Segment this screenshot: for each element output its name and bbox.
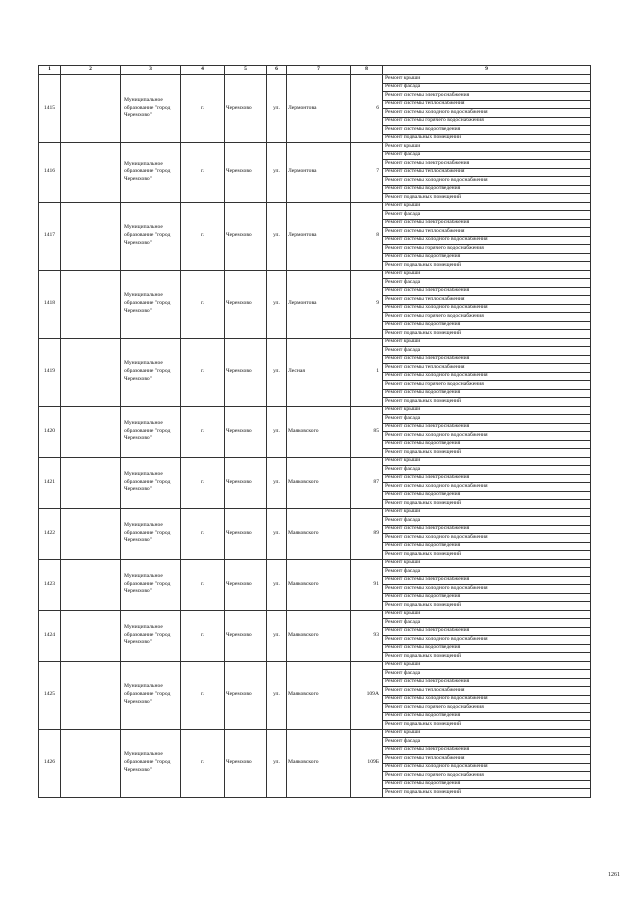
header-row: [39, 66, 591, 75]
work-type-cell: Ремонт системы водоотведения: [383, 593, 591, 602]
city-cell: Черемхово: [225, 661, 267, 729]
house-number-cell: 1: [351, 338, 383, 406]
table-row: [39, 457, 591, 466]
work-type-cell: Ремонт системы электроснабжения: [383, 219, 591, 228]
city-type-cell: г.: [181, 406, 225, 457]
municipality-cell: Муниципальное образование "город Черемхово": [121, 75, 181, 143]
street-cell: Маяковского: [287, 406, 351, 457]
blank-cell: [61, 661, 121, 729]
house-number-cell: 9: [351, 270, 383, 338]
row-number: 1420: [39, 406, 61, 457]
blank-cell: [61, 559, 121, 610]
work-type-cell: Ремонт системы водоотведения: [383, 644, 591, 653]
work-type-cell: Ремонт системы холодного водоснабжения: [383, 585, 591, 594]
work-type-cell: Ремонт крыши: [383, 270, 591, 279]
work-type-cell: Ремонт системы горячего водоснабжения: [383, 245, 591, 254]
house-number-cell: 109А: [351, 661, 383, 729]
column-header: 5: [225, 66, 267, 75]
work-type-cell: Ремонт подвальных помещений: [383, 449, 591, 458]
city-cell: Черемхово: [225, 457, 267, 508]
work-type-cell: Ремонт крыши: [383, 661, 591, 670]
city-type-cell: г.: [181, 610, 225, 661]
municipality-cell: Муниципальное образование "город Черемхово": [121, 406, 181, 457]
work-type-cell: Ремонт крыши: [383, 559, 591, 568]
work-type-cell: Ремонт системы водоотведения: [383, 542, 591, 551]
work-type-cell: Ремонт фасада: [383, 619, 591, 628]
row-number: 1416: [39, 143, 61, 203]
street-cell: Маяковского: [287, 559, 351, 610]
work-type-cell: Ремонт подвальных помещений: [383, 721, 591, 730]
table-row: [39, 143, 591, 152]
work-type-cell: Ремонт системы горячего водоснабжения: [383, 117, 591, 126]
work-type-cell: Ремонт системы водоотведения: [383, 185, 591, 194]
table-row: [39, 661, 591, 670]
work-type-cell: Ремонт системы теплоснабжения: [383, 687, 591, 696]
work-type-cell: Ремонт системы холодного водоснабжения: [383, 236, 591, 245]
street-cell: Лермонтова: [287, 270, 351, 338]
city-cell: Черемхово: [225, 270, 267, 338]
work-type-cell: Ремонт крыши: [383, 338, 591, 347]
row-number: 1419: [39, 338, 61, 406]
city-type-cell: г.: [181, 75, 225, 143]
work-type-cell: Ремонт фасада: [383, 279, 591, 288]
work-type-cell: Ремонт системы холодного водоснабжения: [383, 636, 591, 645]
city-cell: Черемхово: [225, 610, 267, 661]
house-number-cell: 85: [351, 406, 383, 457]
work-type-cell: Ремонт системы электроснабжения: [383, 678, 591, 687]
work-type-cell: Ремонт системы горячего водоснабжения: [383, 313, 591, 322]
municipality-cell: Муниципальное образование "город Черемхово": [121, 610, 181, 661]
city-cell: Черемхово: [225, 143, 267, 203]
work-type-cell: Ремонт подвальных помещений: [383, 134, 591, 143]
work-type-cell: Ремонт системы водоотведения: [383, 126, 591, 135]
house-number-cell: 91: [351, 559, 383, 610]
blank-cell: [61, 406, 121, 457]
city-type-cell: г.: [181, 508, 225, 559]
row-number: 1417: [39, 202, 61, 270]
work-type-cell: Ремонт системы горячего водоснабжения: [383, 772, 591, 781]
work-type-cell: Ремонт подвальных помещений: [383, 551, 591, 560]
repair-table: [38, 65, 591, 798]
column-header: 8: [351, 66, 383, 75]
table-row: [39, 406, 591, 415]
work-type-cell: Ремонт системы электроснабжения: [383, 160, 591, 169]
work-type-cell: Ремонт подвальных помещений: [383, 398, 591, 407]
work-type-cell: Ремонт системы холодного водоснабжения: [383, 695, 591, 704]
street-cell: Лесная: [287, 338, 351, 406]
work-type-cell: Ремонт системы холодного водоснабжения: [383, 432, 591, 441]
municipality-cell: Муниципальное образование "город Черемхово": [121, 338, 181, 406]
work-type-cell: Ремонт системы холодного водоснабжения: [383, 763, 591, 772]
work-type-cell: Ремонт крыши: [383, 610, 591, 619]
street-type-cell: ул.: [267, 508, 287, 559]
work-type-cell: Ремонт системы теплоснабжения: [383, 168, 591, 177]
work-type-cell: Ремонт системы горячего водоснабжения: [383, 704, 591, 713]
street-type-cell: ул.: [267, 143, 287, 203]
house-number-cell: 93: [351, 610, 383, 661]
street-type-cell: ул.: [267, 75, 287, 143]
table-row: [39, 270, 591, 279]
city-cell: Черемхово: [225, 729, 267, 797]
work-type-cell: Ремонт системы холодного водоснабжения: [383, 372, 591, 381]
work-type-cell: Ремонт фасада: [383, 347, 591, 356]
table-body: [39, 75, 591, 798]
work-type-cell: Ремонт крыши: [383, 729, 591, 738]
work-type-cell: Ремонт системы электроснабжения: [383, 576, 591, 585]
blank-cell: [61, 508, 121, 559]
street-type-cell: ул.: [267, 406, 287, 457]
work-type-cell: Ремонт системы водоотведения: [383, 780, 591, 789]
work-type-cell: Ремонт системы холодного водоснабжения: [383, 534, 591, 543]
street-type-cell: ул.: [267, 338, 287, 406]
table-row: [39, 338, 591, 347]
street-cell: Лермонтова: [287, 202, 351, 270]
work-type-cell: Ремонт крыши: [383, 202, 591, 211]
street-cell: Маяковского: [287, 661, 351, 729]
table-row: [39, 729, 591, 738]
city-type-cell: г.: [181, 270, 225, 338]
city-cell: Черемхово: [225, 338, 267, 406]
row-number: 1423: [39, 559, 61, 610]
work-type-cell: Ремонт системы электроснабжения: [383, 474, 591, 483]
work-type-cell: Ремонт фасада: [383, 415, 591, 424]
blank-cell: [61, 270, 121, 338]
street-cell: Маяковского: [287, 508, 351, 559]
column-header: 9: [383, 66, 591, 75]
row-number: 1426: [39, 729, 61, 797]
work-type-cell: Ремонт системы водоотведения: [383, 321, 591, 330]
house-number-cell: 89: [351, 508, 383, 559]
table-row: [39, 75, 591, 84]
blank-cell: [61, 338, 121, 406]
column-header: 2: [61, 66, 121, 75]
work-type-cell: Ремонт системы водоотведения: [383, 440, 591, 449]
work-type-cell: Ремонт подвальных помещений: [383, 330, 591, 339]
municipality-cell: Муниципальное образование "город Черемхово": [121, 661, 181, 729]
work-type-cell: Ремонт системы водоотведения: [383, 389, 591, 398]
column-header: 1: [39, 66, 61, 75]
city-type-cell: г.: [181, 661, 225, 729]
city-type-cell: г.: [181, 338, 225, 406]
street-type-cell: ул.: [267, 559, 287, 610]
work-type-cell: Ремонт крыши: [383, 75, 591, 84]
row-number: 1425: [39, 661, 61, 729]
table-row: [39, 508, 591, 517]
work-type-cell: Ремонт системы горячего водоснабжения: [383, 381, 591, 390]
work-type-cell: Ремонт системы водоотведения: [383, 253, 591, 262]
work-type-cell: Ремонт системы холодного водоснабжения: [383, 304, 591, 313]
city-type-cell: г.: [181, 143, 225, 203]
street-cell: Лермонтова: [287, 143, 351, 203]
street-cell: Лермонтова: [287, 75, 351, 143]
work-type-cell: Ремонт системы холодного водоснабжения: [383, 109, 591, 118]
city-type-cell: г.: [181, 457, 225, 508]
city-cell: Черемхово: [225, 406, 267, 457]
work-type-cell: Ремонт системы электроснабжения: [383, 627, 591, 636]
work-type-cell: Ремонт крыши: [383, 457, 591, 466]
city-cell: Черемхово: [225, 202, 267, 270]
work-type-cell: Ремонт фасада: [383, 568, 591, 577]
street-type-cell: ул.: [267, 457, 287, 508]
column-header: 7: [287, 66, 351, 75]
work-type-cell: Ремонт фасада: [383, 517, 591, 526]
work-type-cell: Ремонт фасада: [383, 670, 591, 679]
row-number: 1422: [39, 508, 61, 559]
blank-cell: [61, 610, 121, 661]
work-type-cell: Ремонт подвальных помещений: [383, 653, 591, 662]
city-cell: Черемхово: [225, 75, 267, 143]
work-type-cell: Ремонт подвальных помещений: [383, 500, 591, 509]
work-type-cell: Ремонт системы водоотведения: [383, 491, 591, 500]
work-type-cell: Ремонт фасада: [383, 151, 591, 160]
row-number: 1421: [39, 457, 61, 508]
work-type-cell: Ремонт системы электроснабжения: [383, 355, 591, 364]
city-cell: Черемхово: [225, 508, 267, 559]
work-type-cell: Ремонт фасада: [383, 83, 591, 92]
street-type-cell: ул.: [267, 270, 287, 338]
work-type-cell: Ремонт системы теплоснабжения: [383, 100, 591, 109]
blank-cell: [61, 729, 121, 797]
work-type-cell: Ремонт системы теплоснабжения: [383, 296, 591, 305]
work-type-cell: Ремонт системы электроснабжения: [383, 525, 591, 534]
table-row: [39, 559, 591, 568]
blank-cell: [61, 457, 121, 508]
table-row: [39, 202, 591, 211]
work-type-cell: Ремонт системы теплоснабжения: [383, 228, 591, 237]
street-cell: Маяковского: [287, 457, 351, 508]
work-type-cell: Ремонт подвальных помещений: [383, 262, 591, 271]
column-header: 4: [181, 66, 225, 75]
city-type-cell: г.: [181, 729, 225, 797]
city-cell: Черемхово: [225, 559, 267, 610]
work-type-cell: Ремонт фасада: [383, 211, 591, 220]
work-type-cell: Ремонт системы холодного водоснабжения: [383, 483, 591, 492]
city-type-cell: г.: [181, 559, 225, 610]
work-type-cell: Ремонт фасада: [383, 738, 591, 747]
house-number-cell: 8: [351, 202, 383, 270]
row-number: 1418: [39, 270, 61, 338]
work-type-cell: Ремонт подвальных помещений: [383, 602, 591, 611]
street-type-cell: ул.: [267, 661, 287, 729]
house-number-cell: 7: [351, 143, 383, 203]
work-type-cell: Ремонт системы электроснабжения: [383, 746, 591, 755]
street-cell: Маяковского: [287, 729, 351, 797]
city-type-cell: г.: [181, 202, 225, 270]
work-type-cell: Ремонт подвальных помещений: [383, 194, 591, 203]
street-cell: Маяковского: [287, 610, 351, 661]
blank-cell: [61, 75, 121, 143]
municipality-cell: Муниципальное образование "город Черемхово": [121, 202, 181, 270]
work-type-cell: Ремонт подвальных помещений: [383, 789, 591, 798]
work-type-cell: Ремонт системы электроснабжения: [383, 287, 591, 296]
work-type-cell: Ремонт системы теплоснабжения: [383, 755, 591, 764]
row-number: 1424: [39, 610, 61, 661]
work-type-cell: Ремонт системы водоотведения: [383, 712, 591, 721]
house-number-cell: 109Б: [351, 729, 383, 797]
blank-cell: [61, 202, 121, 270]
page-number: 1261: [608, 872, 620, 878]
work-type-cell: Ремонт системы холодного водоснабжения: [383, 177, 591, 186]
work-type-cell: Ремонт системы теплоснабжения: [383, 364, 591, 373]
table-row: [39, 610, 591, 619]
house-number-cell: 87: [351, 457, 383, 508]
column-header: 3: [121, 66, 181, 75]
row-number: 1415: [39, 75, 61, 143]
municipality-cell: Муниципальное образование "город Черемхово": [121, 729, 181, 797]
blank-cell: [61, 143, 121, 203]
house-number-cell: 6: [351, 75, 383, 143]
work-type-cell: Ремонт системы электроснабжения: [383, 92, 591, 101]
municipality-cell: Муниципальное образование "город Черемхово": [121, 270, 181, 338]
work-type-cell: Ремонт фасада: [383, 466, 591, 475]
street-type-cell: ул.: [267, 729, 287, 797]
municipality-cell: Муниципальное образование "город Черемхово": [121, 508, 181, 559]
street-type-cell: ул.: [267, 202, 287, 270]
municipality-cell: Муниципальное образование "город Черемхово": [121, 457, 181, 508]
street-type-cell: ул.: [267, 610, 287, 661]
column-header: 6: [267, 66, 287, 75]
work-type-cell: Ремонт крыши: [383, 143, 591, 152]
municipality-cell: Муниципальное образование "город Черемхово": [121, 559, 181, 610]
municipality-cell: Муниципальное образование "город Черемхово": [121, 143, 181, 203]
work-type-cell: Ремонт крыши: [383, 406, 591, 415]
work-type-cell: Ремонт системы электроснабжения: [383, 423, 591, 432]
work-type-cell: Ремонт крыши: [383, 508, 591, 517]
